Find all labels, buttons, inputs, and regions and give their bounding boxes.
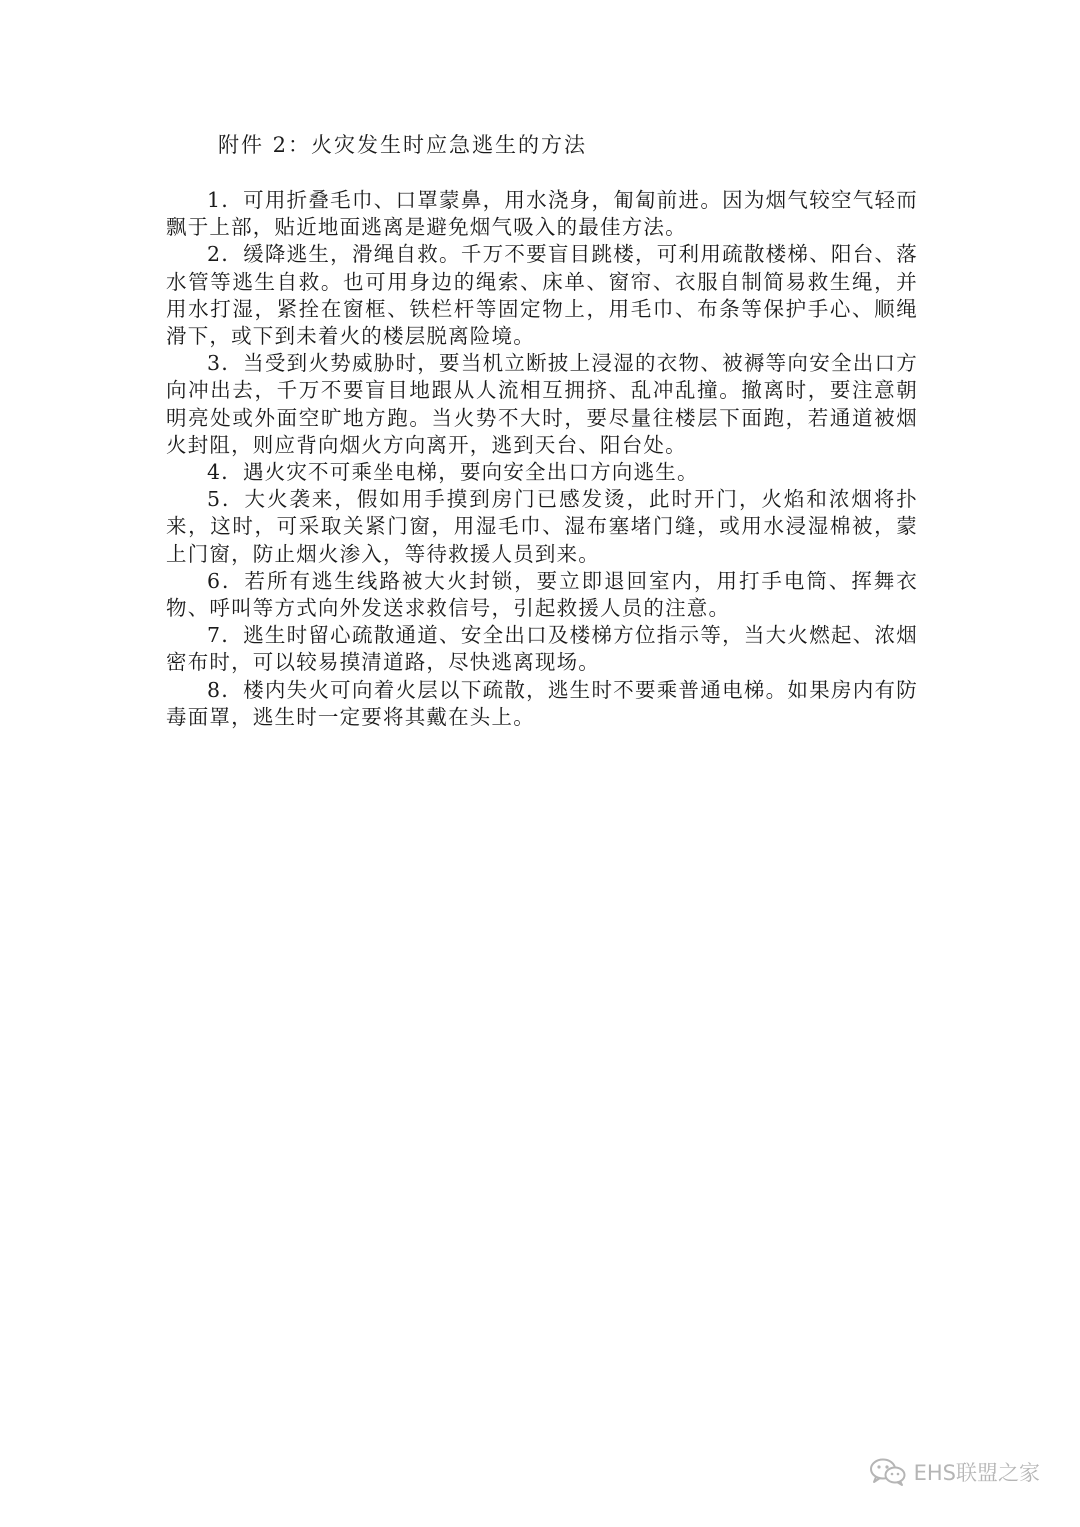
watermark [868, 1452, 1040, 1492]
paragraph-7: 7．逃生时留心疏散通道、安全出口及楼梯方位指示等，当大火燃起、浓烟密布时，可以较易摸清道路，尽快逃离现场。 [166, 623, 918, 675]
paragraph-5: 5．大火袭来，假如用手摸到房门已感发烫，此时开门，火焰和浓烟将扑来，这时，可采取关紧门窗，用湿毛巾、湿布塞堵门缝，或用水浸湿棉被，蒙上门窗，防止烟火渗入，等待救援人员到来。 [166, 487, 918, 566]
paragraph-6: 6．若所有逃生线路被大火封锁，要立即退回室内，用打手电筒、挥舞衣物、呼叫等方式向外发送求救信号，引起救援人员的注意。 [166, 568, 918, 621]
paragraph-2: 2．缓降逃生，滑绳自救。千万不要盲目跳楼，可利用疏散楼梯、阳台、落水管等逃生自救。也可用身边的绳索、床单、窗帘、衣服自制简易救生绳，并用水打湿，紧拴在窗框、铁栏杆等固定物上，用毛巾、布条等保护手心、顺绳滑下，或下到未着火的楼层脱离险境。 [166, 242, 918, 349]
document-body [166, 187, 918, 731]
paragraph-4: 4．遇火灾不可乘坐电梯，要向安全出口方向逃生。 [207, 460, 699, 485]
document-title: 附件 2：火灾发生时应急逃生的方法 [218, 133, 588, 157]
paragraph-1: 1．可用折叠毛巾、口罩蒙鼻，用水浇身，匍匐前进。因为烟气较空气轻而飘于上部，贴近地面逃离是避免烟气吸入的最佳方法。 [166, 188, 918, 240]
paragraph-8: 8．楼内失火可向着火层以下疏散，逃生时不要乘普通电梯。如果房内有防毒面罩，逃生时一定要将其戴在头上。 [166, 677, 918, 729]
wechat-icon [868, 1457, 908, 1487]
watermark-text: EHS联盟之家 [913, 1461, 1040, 1485]
paragraph-3: 3．当受到火势威胁时，要当机立断披上浸湿的衣物、被褥等向安全出口方向冲出去，千万不要盲目地跟从人流相互拥挤、乱冲乱撞。撤离时，要注意朝明亮处或外面空旷地方跑。当火势不大时，要尽量往楼层下面跑，若通道被烟火封阻，则应背向烟火方向离开，逃到天台、阳台处。 [166, 351, 918, 457]
